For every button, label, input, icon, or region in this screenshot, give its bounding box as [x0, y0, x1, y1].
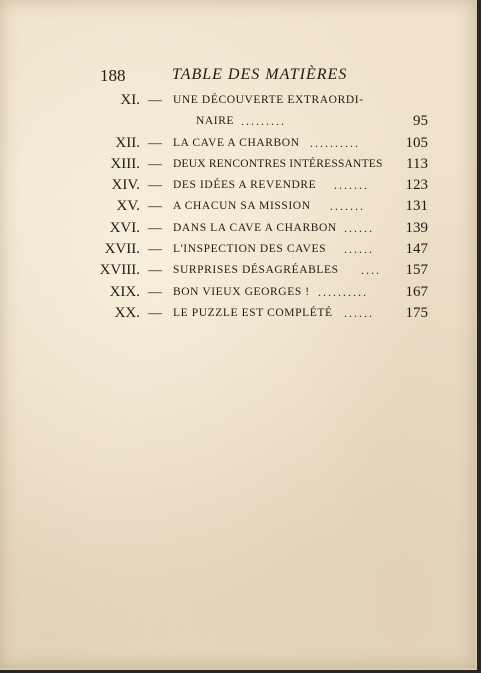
- chapter-title: DANS LA CAVE A CHARBON: [173, 221, 337, 234]
- chapter-title-line2: NAIRE: [196, 115, 235, 128]
- chapter-title: A CHACUN SA MISSION: [173, 200, 311, 213]
- dot-leader: .......: [330, 199, 365, 214]
- toc-entry-xvi: [96, 218, 432, 239]
- toc-entry-xiv: [96, 175, 432, 196]
- entry-dash: —: [148, 284, 162, 300]
- toc-entry-xii: [96, 133, 432, 154]
- chapter-page: 131: [405, 198, 428, 215]
- chapter-numeral: XIX.: [109, 283, 140, 300]
- chapter-numeral: XVII.: [104, 241, 140, 258]
- toc-entry-xiii: [96, 154, 432, 175]
- chapter-page: 113: [406, 155, 428, 172]
- dot-leader: .........: [241, 114, 286, 129]
- toc-entry-xi: [96, 90, 432, 111]
- entry-dash: —: [148, 263, 162, 279]
- dot-leader: ..........: [318, 284, 368, 299]
- entry-dash: —: [148, 242, 162, 258]
- chapter-page: 123: [405, 177, 428, 194]
- chapter-numeral: XIII.: [110, 155, 140, 172]
- chapter-title: LA CAVE A CHARBON: [173, 136, 300, 149]
- entry-dash: —: [148, 93, 162, 108]
- dot-leader: ..........: [310, 135, 360, 150]
- dot-leader: ......: [344, 220, 374, 235]
- dot-leader: .......: [334, 178, 369, 193]
- entry-dash: —: [148, 199, 162, 215]
- toc-entry-xix: [96, 282, 432, 303]
- chapter-numeral: XIV.: [111, 177, 140, 194]
- chapter-title: DES IDÉES A REVENDRE: [173, 179, 317, 192]
- dot-leader: ....: [361, 263, 381, 278]
- entry-dash: —: [148, 135, 162, 151]
- chapter-numeral: XV.: [116, 198, 140, 215]
- dot-leader: ......: [344, 242, 374, 257]
- page-header: [100, 66, 430, 88]
- chapter-numeral: XVIII.: [99, 262, 140, 279]
- chapter-page: 139: [405, 219, 428, 236]
- chapter-title-line1: UNE DÉCOUVERTE EXTRAORDI-: [173, 94, 364, 106]
- chapter-title: DEUX RENCONTRES INTÉRESSANTES: [173, 157, 383, 170]
- chapter-title: L'INSPECTION DES CAVES: [173, 243, 327, 256]
- chapter-page: 167: [405, 283, 428, 300]
- chapter-page: 105: [405, 134, 428, 151]
- dot-leader: ......: [344, 305, 374, 320]
- entry-dash: —: [148, 220, 162, 236]
- chapter-title: LE PUZZLE EST COMPLÉTÉ: [173, 306, 333, 319]
- page-number: 188: [100, 66, 126, 85]
- chapter-title: SURPRISES DÉSAGRÉABLES: [173, 264, 339, 277]
- chapter-page: 147: [405, 241, 428, 258]
- running-title: TABLE DES MATIÈRES: [172, 66, 348, 83]
- entry-dash: —: [148, 305, 162, 321]
- table-of-contents: [96, 90, 432, 324]
- chapter-numeral: XII.: [115, 134, 140, 151]
- chapter-page: 157: [405, 262, 428, 279]
- toc-entry-xv: [96, 196, 432, 217]
- toc-entry-xvii: [96, 239, 432, 260]
- toc-entry-xx: [96, 303, 432, 324]
- toc-entry-xi-continued: [96, 111, 432, 132]
- chapter-numeral: XI.: [120, 92, 140, 108]
- chapter-title: BON VIEUX GEORGES !: [173, 285, 310, 298]
- entry-dash: —: [148, 156, 162, 172]
- toc-entry-xviii: [96, 260, 432, 281]
- chapter-numeral: XX.: [114, 304, 140, 321]
- chapter-numeral: XVI.: [109, 219, 140, 236]
- chapter-page: 175: [405, 304, 428, 321]
- entry-dash: —: [148, 178, 162, 194]
- chapter-page: 95: [413, 113, 428, 130]
